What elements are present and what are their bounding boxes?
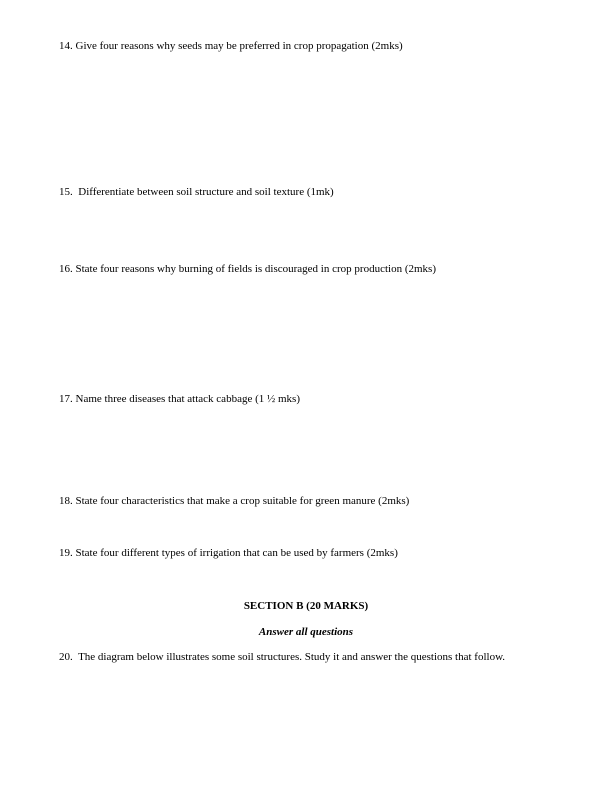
question-number: 18. <box>59 495 73 507</box>
question-number: 15. <box>59 186 73 198</box>
question-text: State four different types of irrigation that can be used by farmers (2mks) <box>75 547 398 559</box>
question-14 <box>59 40 403 53</box>
question-text: The diagram below illustrates some soil structures. Study it and answer the questions that follow. <box>78 651 506 663</box>
question-19 <box>59 547 398 560</box>
question-number: 17. <box>59 393 73 405</box>
question-text: Name three diseases that attack cabbage (1 ½ mks) <box>75 393 300 405</box>
question-number: 16. <box>59 263 73 275</box>
question-15 <box>59 186 334 199</box>
question-text: State four characteristics that make a crop suitable for green manure (2mks) <box>75 495 410 507</box>
question-20 <box>59 651 505 664</box>
question-number: 19. <box>59 547 73 559</box>
question-number: 14. <box>59 40 73 52</box>
question-text: Differentiate between soil structure and soil texture (1mk) <box>78 186 334 198</box>
question-text: Give four reasons why seeds may be preferred in crop propagation (2mks) <box>75 40 403 52</box>
section-b-instruction: Answer all questions <box>258 626 354 638</box>
question-18 <box>59 495 409 508</box>
section-b-heading: SECTION B (20 MARKS) <box>243 600 369 612</box>
question-number: 20. <box>59 651 73 663</box>
question-16 <box>59 263 436 276</box>
question-text: State four reasons why burning of fields is discouraged in crop production (2mks) <box>75 263 436 275</box>
question-17 <box>59 393 300 406</box>
